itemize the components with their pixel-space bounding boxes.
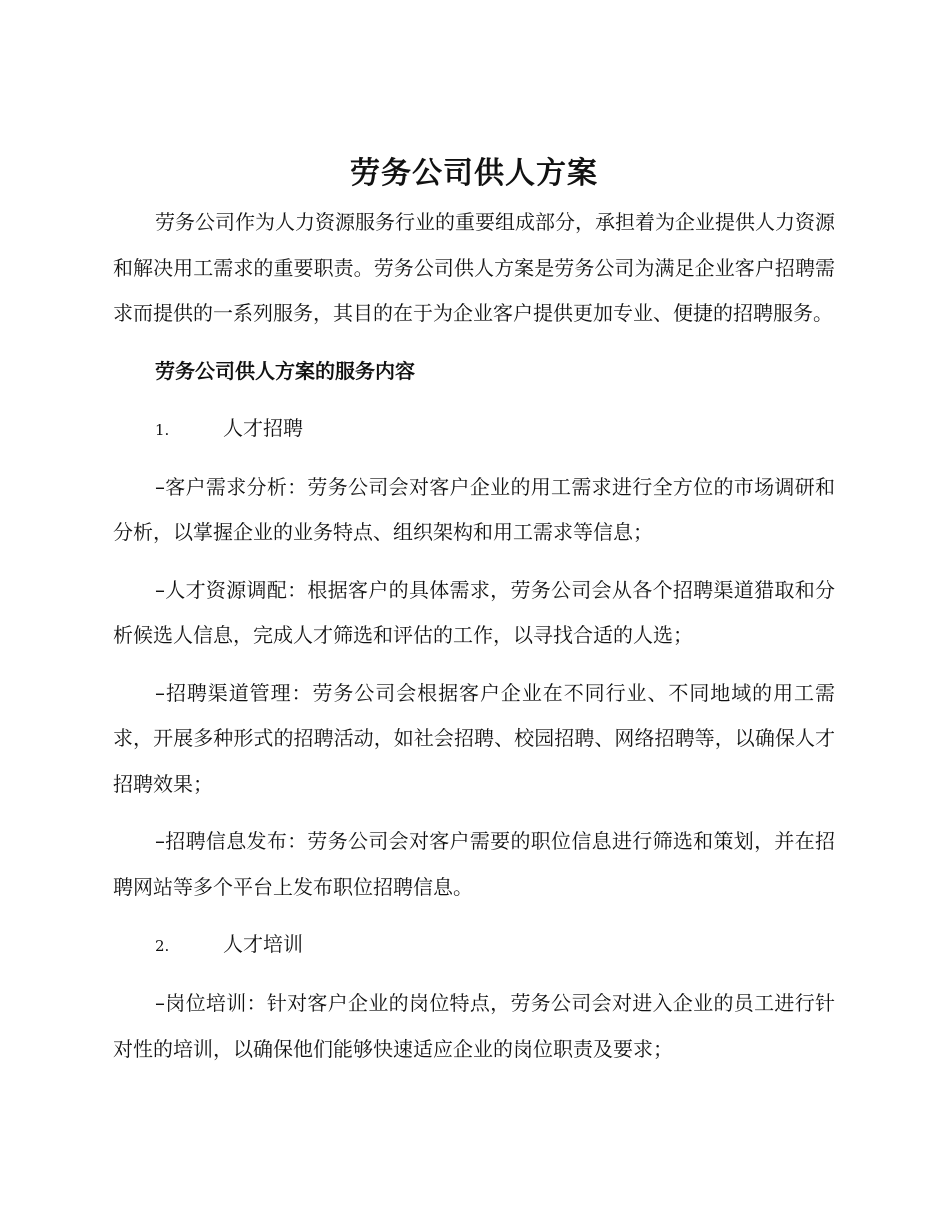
spacer	[113, 969, 835, 981]
list-item: –人才资源调配：根据客户的具体需求，劳务公司会从各个招聘渠道猎取和分析候选人信息，完成人才筛选和评估的工作，以寻找合适的人选；	[113, 577, 835, 647]
list-number: 2.	[155, 937, 170, 955]
list-number: 1.	[155, 420, 170, 439]
list-heading-label: 人才招聘	[223, 415, 303, 440]
spacer	[113, 453, 835, 465]
list-item: –客户需求分析：劳务公司会对客户企业的用工需求进行全方位的市场调研和分析，以掌握企业的业务特点、组织架构和用工需求等信息；	[113, 474, 835, 544]
list-item: –招聘信息发布：劳务公司会对客户需要的职位信息进行筛选和策划，并在招聘网站等多个平台上发布职位招聘信息。	[113, 829, 835, 899]
list-item: –招聘渠道管理：劳务公司会根据客户企业在不同行业、不同地域的用工需求，开展多种形式的招聘活动，如社会招聘、校园招聘、网络招聘等，以确保人才招聘效果；	[113, 680, 835, 796]
section-heading: 劳务公司供人方案的服务内容	[155, 358, 415, 383]
spacer	[113, 556, 835, 568]
spacer	[113, 337, 835, 349]
intro-paragraph: 劳务公司作为人力资源服务行业的重要组成部分，承担着为企业提供人力资源和解决用工需求的重要职责。劳务公司供人方案是劳务公司为满足企业客户招聘需求而提供的一系列服务，其目的在于为企业客户提供更加专业、便捷的招聘服务。	[113, 210, 835, 325]
list-item: –岗位培训：针对客户企业的岗位特点，劳务公司会对进入企业的员工进行针对性的培训，以确保他们能够快速适应企业的岗位职责及要求；	[113, 991, 835, 1061]
document-title: 劳务公司供人方案	[350, 156, 598, 191]
list-heading-training	[113, 922, 835, 969]
spacer	[113, 659, 835, 671]
list-heading-recruitment	[113, 406, 835, 453]
document-page	[113, 148, 835, 1072]
spacer	[113, 394, 835, 406]
spacer	[113, 910, 835, 922]
spacer	[113, 807, 835, 819]
list-heading-label: 人才培训	[223, 932, 303, 956]
